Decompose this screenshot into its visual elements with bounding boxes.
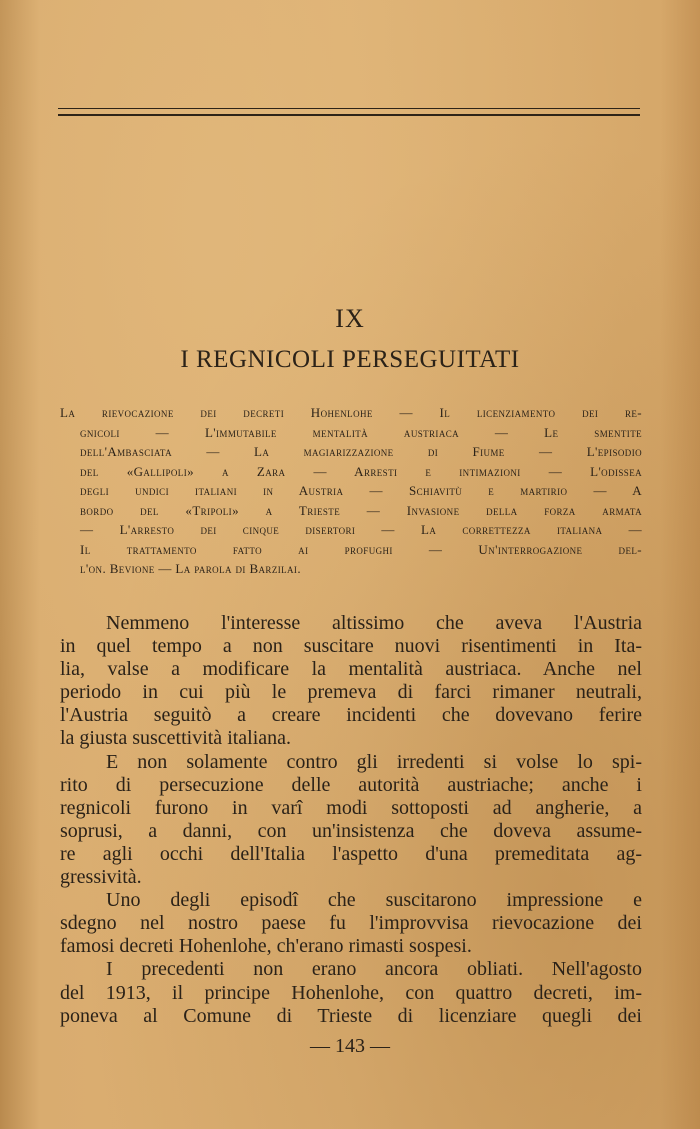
summary-line: Il trattamento fatto ai profughi — Un'interrogazione del- xyxy=(80,541,642,557)
body-line: Uno degli episodî che suscitarono impressione e xyxy=(106,889,642,912)
summary-line: — L'arresto dei cinque disertori — La correttezza italiana — xyxy=(80,522,642,537)
summary-line: gnicoli — L'immutabile mentalità austriaca — Le smentite xyxy=(80,424,642,440)
chapter-number: IX xyxy=(335,304,365,333)
body-line: rito di persecuzione delle autorità austriache; anche i xyxy=(60,773,642,796)
body-line: re agli occhi dell'Italia l'aspetto d'una premeditata ag- xyxy=(60,842,642,865)
body-line: lia, valse a modificare la mentalità austriaca. Anche nel xyxy=(60,658,642,681)
body-line: regnicoli furono in varî modi sottoposti ad angherie, a xyxy=(60,796,642,819)
page-number: — 143 — xyxy=(310,1035,390,1057)
summary-line: dell'Ambasciata — La magiarizzazione di Fiume — L'episodio xyxy=(80,444,642,459)
body-line: E non solamente contro gli irredenti si volse lo spi- xyxy=(106,750,642,773)
summary-line: del «Gallipoli» a Zara — Arresti e intimazioni — L'odissea xyxy=(80,463,642,479)
body-line: soprusi, a danni, con un'insistenza che doveva assume- xyxy=(60,819,642,842)
body-line: sdegno nel nostro paese fu l'improvvisa rievocazione dei xyxy=(60,912,642,935)
body-text xyxy=(60,612,642,1028)
body-line: gressività. xyxy=(60,866,142,889)
body-line: poneva al Comune di Trieste di licenziare quegli dei xyxy=(60,1004,642,1027)
header-rule-thick xyxy=(58,114,640,116)
chapter-summary xyxy=(60,403,642,579)
summary-line: La rievocazione dei decreti Hohenlohe — Il licenziamento dei re- xyxy=(60,405,642,420)
body-line: famosi decreti Hohenlohe, ch'erano rimasti sospesi. xyxy=(60,935,472,958)
summary-line: degli undici italiani in Austria — Schiavitù e martirio — A xyxy=(80,483,642,498)
body-line: l'Austria seguitò a creare incidenti che dovevano ferire xyxy=(60,704,642,727)
chapter-title: I REGNICOLI PERSEGUITATI xyxy=(180,346,520,373)
summary-line: l'on. Bevione — La parola di Barzilai. xyxy=(80,561,301,576)
body-line: la giusta suscettività italiana. xyxy=(60,727,292,750)
body-line: del 1913, il principe Hohenlohe, con quattro decreti, im- xyxy=(60,981,642,1004)
body-line: I precedenti non erano ancora obliati. Nell'agosto xyxy=(106,958,642,981)
header-rule-thin xyxy=(58,108,640,109)
body-line: Nemmeno l'interesse altissimo che aveva l'Austria xyxy=(106,612,642,634)
summary-line: bordo del «Tripoli» a Trieste — Invasione della forza armata xyxy=(80,502,642,518)
body-line: in quel tempo a non suscitare nuovi risentimenti in Ita- xyxy=(60,635,642,658)
body-line: periodo in cui più le premeva di farci rimaner neutrali, xyxy=(60,681,642,704)
